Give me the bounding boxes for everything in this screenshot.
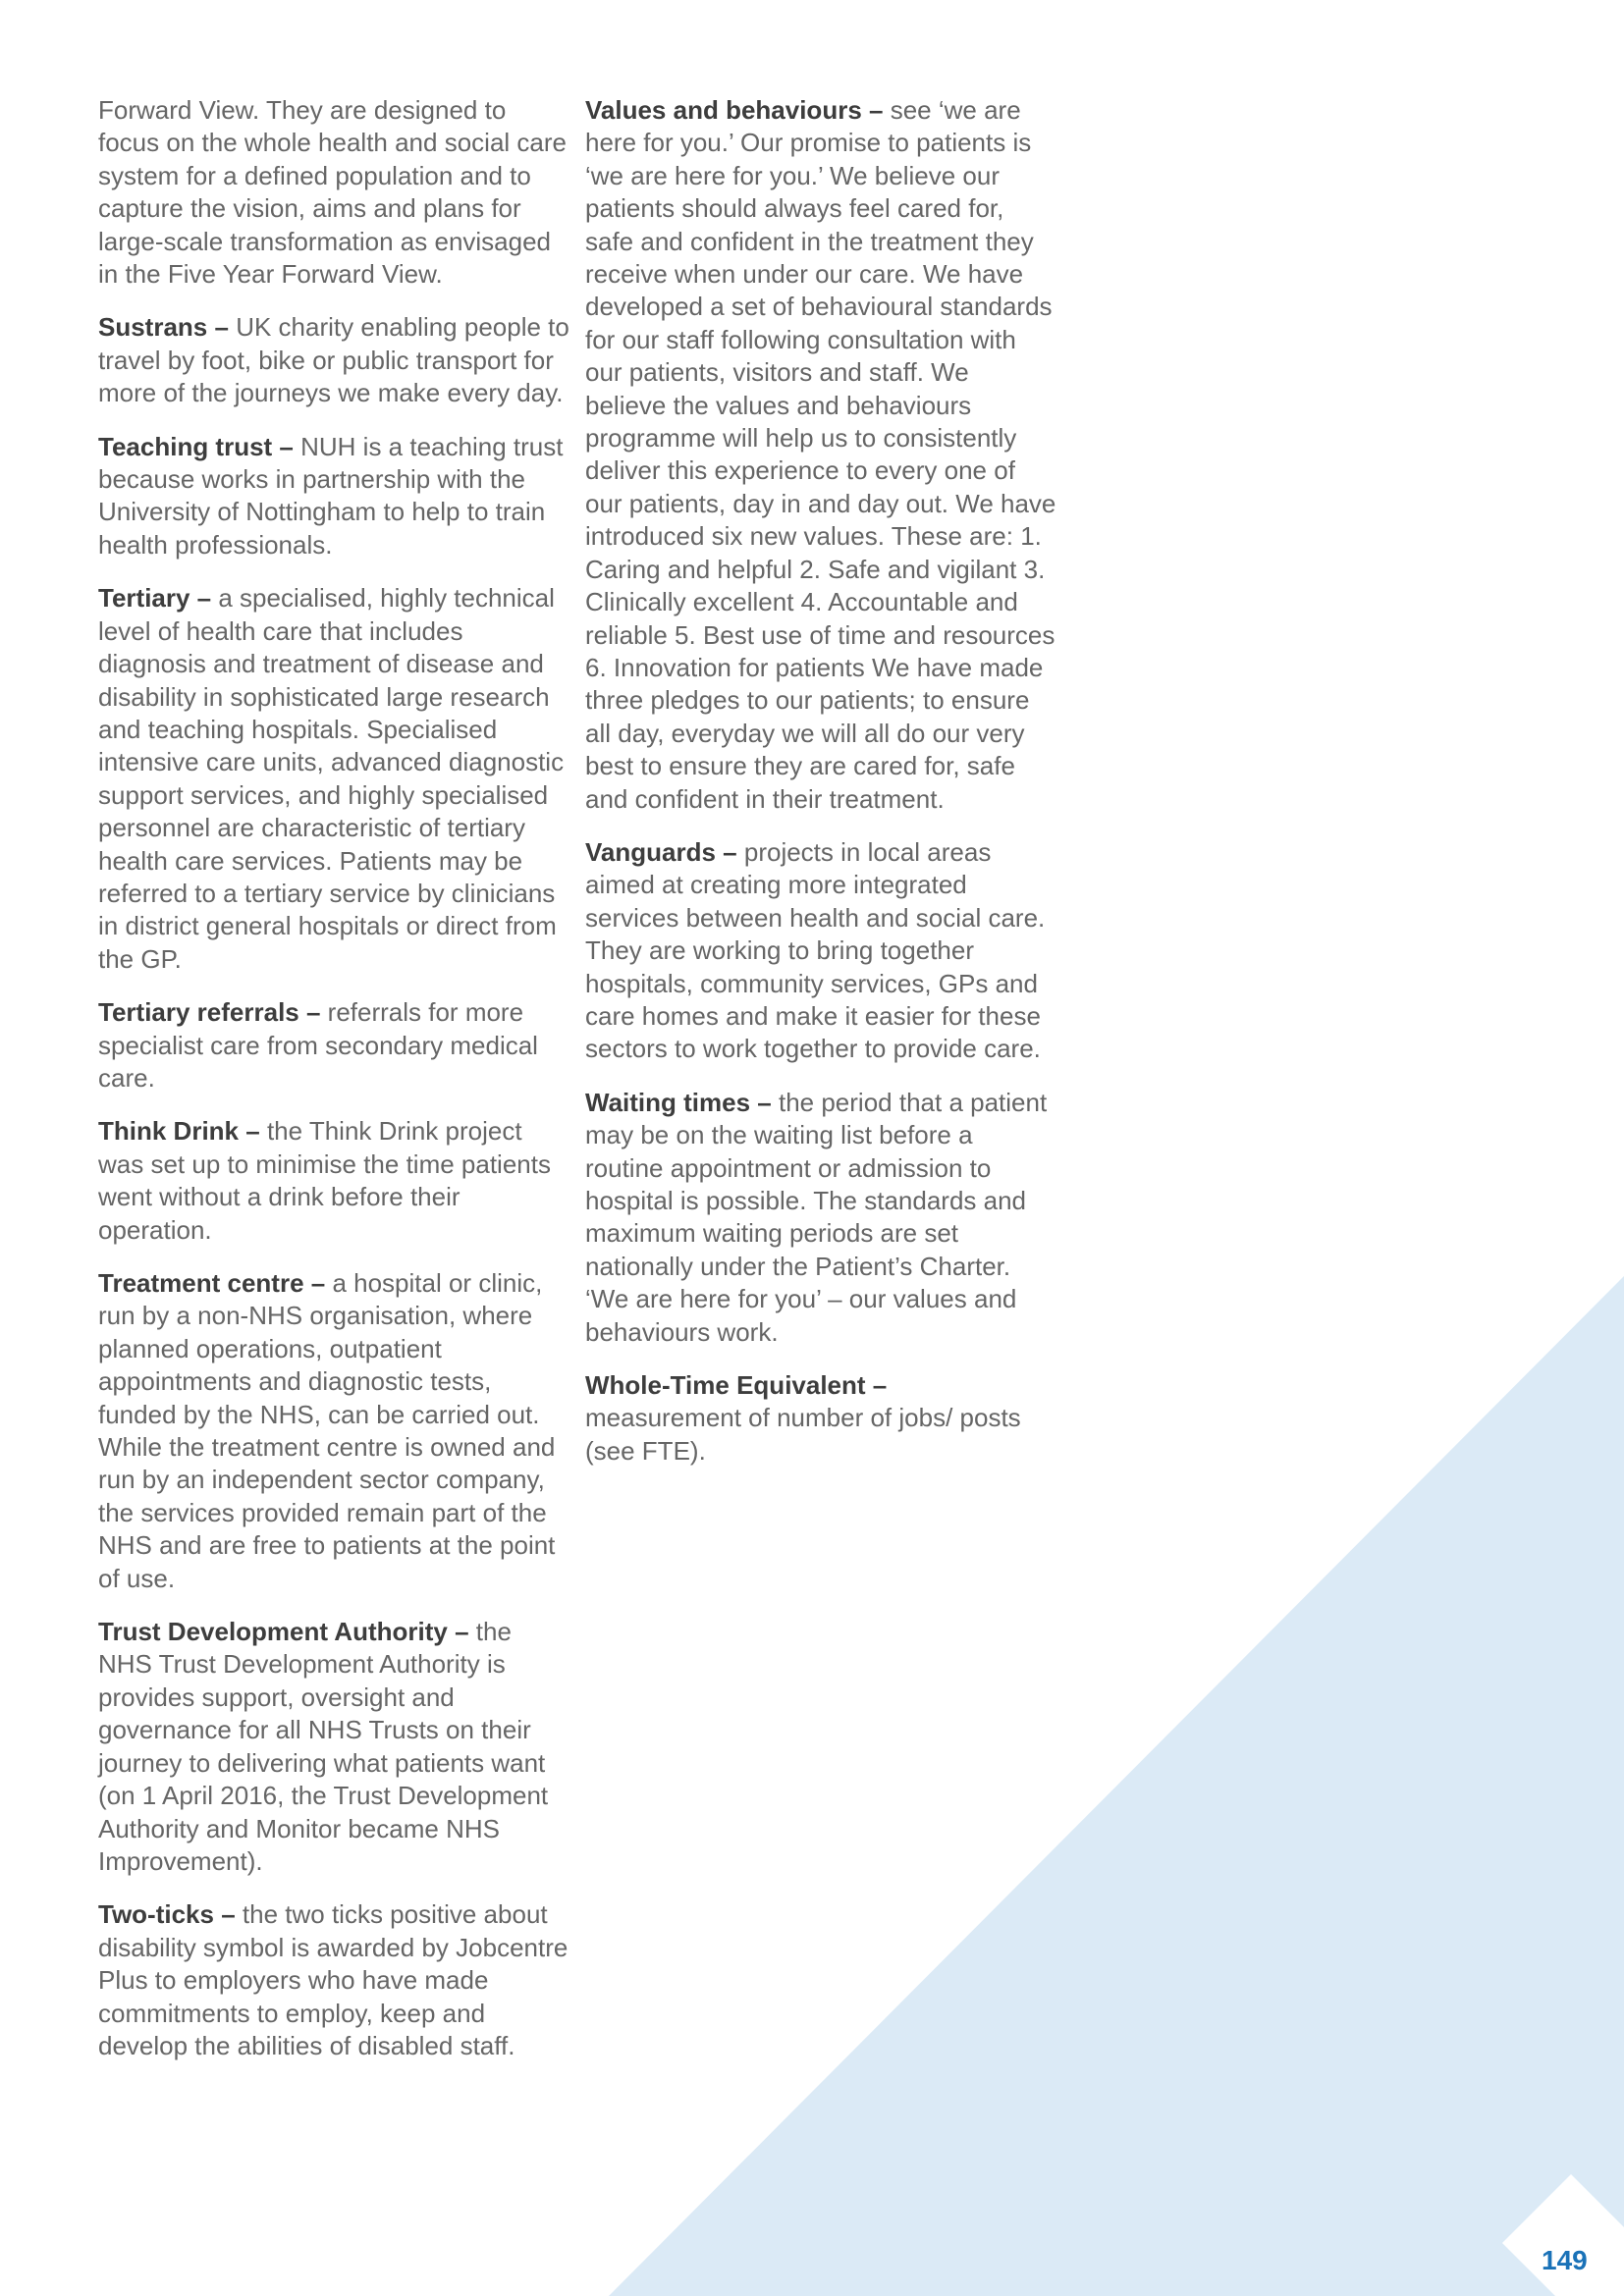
glossary-term: Sustrans <box>98 312 208 343</box>
term-separator: – <box>865 1370 888 1401</box>
glossary-definition: Forward View. They are designed to focus on the whole health and social care system for a defined population and to capture the vision, aims and plans for large-scale transformation as envisaged in the Five Year Forward View. <box>98 95 567 290</box>
glossary-left-column <box>98 94 569 2083</box>
glossary-entry-forward-view <box>98 94 569 291</box>
term-separator: – <box>189 583 219 614</box>
term-separator: – <box>298 997 328 1028</box>
glossary-entry-vanguards <box>585 836 1056 1066</box>
glossary-term: Think Drink <box>98 1116 240 1147</box>
glossary-definition: UK charity enabling people to travel by foot, bike or public transport for more of the journeys we make every day. <box>98 312 569 408</box>
glossary-entry-whole-time-equivalent <box>585 1369 1056 1468</box>
glossary-term: Two-ticks <box>98 1899 214 1930</box>
glossary-definition: the two ticks positive about disability symbol is awarded by Jobcentre Plus to employers who have made commitments to employ, keep and develop the abilities of disabled staff. <box>98 1899 568 2060</box>
glossary-definition: referrals for more specialist care from secondary medical care. <box>98 997 538 1093</box>
glossary-entry-tertiary <box>98 582 569 976</box>
glossary-definition: see ‘we are here for you.’ Our promise to patients is ‘we are here for you.’ We believe our patients should always feel cared for, safe and confident in the treatment they receive when under our care. We have developed a set of behavioural standards for our staff following consultation with our patients, visitors and staff. We believe the values and behaviours programme will help us to consistently deliver this experience to every one of our patients, day in and day out. We have introduced six new values. These are: 1. Caring and helpful 2. Safe and vigilant 3. Clinically excellent 4. Accountable and reliable 5. Best use of time and resources 6. Innovation for patients We have made three pledges to our patients; to ensure all day, everyday we will all do our very best to ensure they are cared for, safe and confident in their treatment. <box>585 95 1056 814</box>
term-separator: – <box>715 836 744 867</box>
glossary-term: Vanguards <box>585 836 716 867</box>
glossary-definition: a hospital or clinic, run by a non-NHS organisation, where planned operations, outpatient appointments and diagnostic tests, funded by the NHS, can be carried out. While the treatment centre is owned and run by an independent sector company, the services provided remain part of the NHS and are free to patients at the point of use. <box>98 1268 556 1593</box>
term-separator: – <box>861 95 891 125</box>
glossary-definition: measurement of number of jobs/ posts (see FTE). <box>585 1403 1021 1466</box>
glossary-term: Treatment centre <box>98 1268 304 1298</box>
glossary-definition: NUH is a teaching trust because works in partnership with the University of Nottingham to help to train health professionals. <box>98 431 564 560</box>
glossary-definition: the period that a patient may be on the waiting list before a routine appointment or admission to hospital is possible. The standards and maximum waiting periods are set nationally under the Patient’s Charter. ‘We are here for you’ – our values and behaviours work. <box>585 1087 1048 1347</box>
glossary-entry-sustrans <box>98 311 569 409</box>
glossary-term: Trust Development Authority <box>98 1617 448 1647</box>
glossary-entry-waiting-times <box>585 1087 1056 1349</box>
glossary-definition: the Think Drink project was set up to minimise the time patients went without a drink before their operation. <box>98 1116 551 1245</box>
glossary-definition: the NHS Trust Development Authority is provides support, oversight and governance for all NHS Trusts on their journey to delivering what patients want (on 1 April 2016, the Trust Development Authority and Monitor became NHS Improvement). <box>98 1617 549 1876</box>
glossary-entry-two-ticks <box>98 1898 569 2062</box>
glossary-definition: a specialised, highly technical level of health care that includes diagnosis and treatment of disease and disability in sophisticated large research and teaching hospitals. Specialised intensive care units, advanced diagnostic support services, and highly specialised personnel are characteristic of tertiary health care services. Patients may be referred to a tertiary service by clinicians in district general hospitals or direct from the GP. <box>98 583 565 974</box>
glossary-term: Whole-Time Equivalent <box>585 1370 866 1401</box>
term-separator: – <box>303 1268 333 1298</box>
term-separator: – <box>207 312 237 343</box>
term-separator: – <box>272 431 301 461</box>
glossary-term: Waiting times <box>585 1087 751 1117</box>
glossary-term: Teaching trust <box>98 431 273 461</box>
term-separator: – <box>239 1116 267 1147</box>
glossary-entry-treatment-centre <box>98 1267 569 1595</box>
glossary-entry-think-drink <box>98 1115 569 1247</box>
glossary-definition: projects in local areas aimed at creating more integrated services between health and social care. They are working to bring together hospitals, community services, GPs and care homes and make it easier for these sectors to work together to provide care. <box>585 836 1046 1064</box>
term-separator: – <box>750 1087 779 1117</box>
term-separator: – <box>213 1899 243 1930</box>
glossary-entry-teaching-trust <box>98 431 569 562</box>
glossary-entry-values-and-behaviours <box>585 94 1056 816</box>
glossary-term: Values and behaviours <box>585 95 862 125</box>
glossary-entry-trust-development-authority <box>98 1616 569 1878</box>
glossary-term: Tertiary <box>98 583 190 614</box>
glossary-right-column <box>585 94 1056 1488</box>
term-separator: – <box>447 1617 476 1647</box>
glossary-term: Tertiary referrals <box>98 997 299 1028</box>
glossary-entry-tertiary-referrals <box>98 996 569 1095</box>
page-number: 149 <box>1542 2245 1588 2275</box>
